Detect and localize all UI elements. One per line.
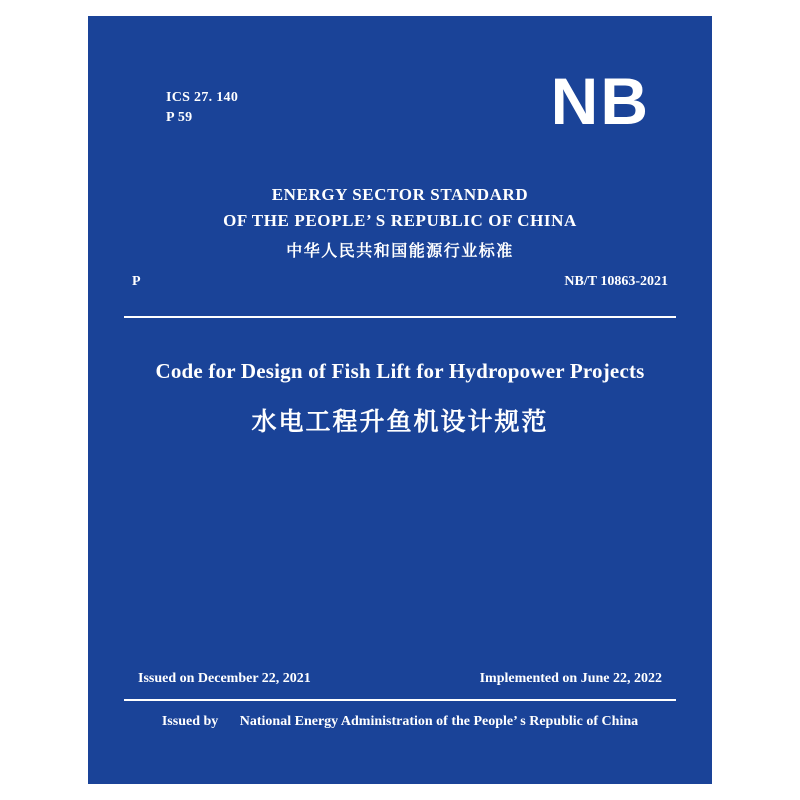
- ics-block: [166, 88, 238, 128]
- document-title-cn: 水电工程升鱼机设计规范: [251, 407, 549, 436]
- standard-authority-cn: 中华人民共和国能源行业标准: [286, 241, 514, 260]
- ics-number: ICS 27. 140: [166, 90, 239, 105]
- issued-by-label: Issued by: [161, 714, 219, 729]
- issued-by-organization: National Energy Administration of the People’ s Republic of China: [239, 714, 639, 729]
- standard-authority-line1: ENERGY SECTOR STANDARD: [271, 185, 529, 204]
- implemented-date: Implemented on June 22, 2022: [479, 671, 662, 686]
- document-title-en: Code for Design of Fish Lift for Hydropower Projects: [155, 359, 645, 383]
- standard-number: NB/T 10863-2021: [564, 274, 668, 289]
- standard-authority-en: [88, 182, 712, 234]
- bottom-divider: [124, 699, 676, 701]
- nb-logo: NB: [550, 64, 650, 138]
- standard-cover: [88, 16, 712, 784]
- standard-authority-line2: OF THE PEOPLE’ S REPUBLIC OF CHINA: [223, 211, 577, 230]
- code-row: [132, 274, 668, 290]
- issued-date: Issued on December 22, 2021: [138, 671, 311, 686]
- category-letter: P: [132, 274, 141, 289]
- issued-by: [88, 714, 712, 730]
- classification-code: P 59: [166, 110, 193, 125]
- top-divider: [124, 316, 676, 318]
- dates-row: [138, 671, 662, 687]
